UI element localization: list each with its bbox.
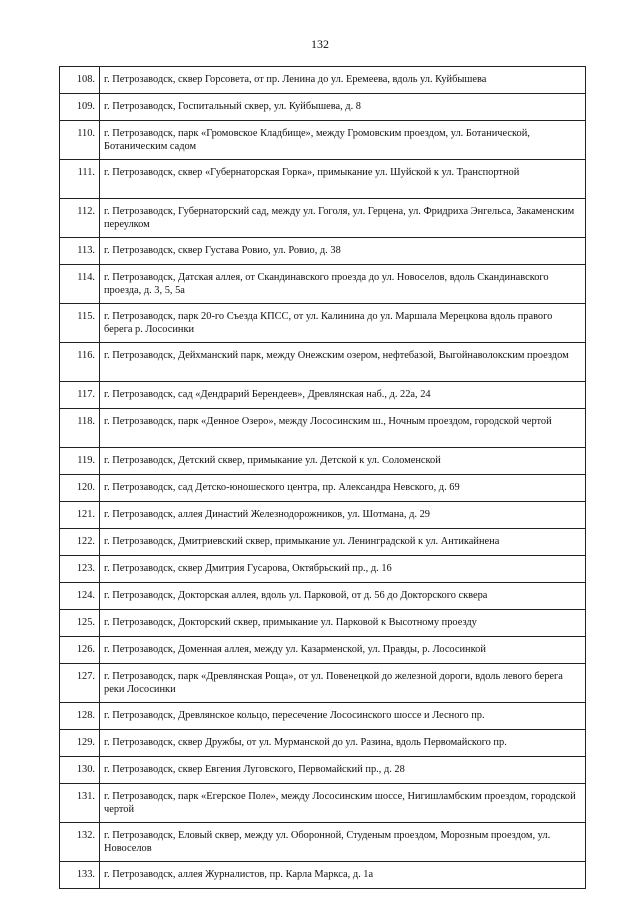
row-text: г. Петрозаводск, парк 20-го Съезда КПСС, от ул. Калинина до ул. Маршала Мерецкова вдоль правого берега р. Лососинки [100, 304, 586, 343]
row-number: 118. [60, 409, 100, 448]
table-row [60, 343, 586, 382]
row-number: 122. [60, 529, 100, 556]
table-row [60, 304, 586, 343]
table-row [60, 610, 586, 637]
row-number: 116. [60, 343, 100, 382]
table-row [60, 637, 586, 664]
table-row [60, 784, 586, 823]
table-row [60, 94, 586, 121]
row-text: г. Петрозаводск, парк «Денное Озеро», между Лососинским ш., Ночным проездом, городской чертой [100, 409, 586, 448]
row-text: г. Петрозаводск, сад «Дендрарий Берендеев», Древлянская наб., д. 22а, 24 [100, 382, 586, 409]
table-row [60, 382, 586, 409]
table-row [60, 703, 586, 730]
row-text: г. Петрозаводск, сквер Дружбы, от ул. Мурманской до ул. Разина, вдоль Первомайского пр. [100, 730, 586, 757]
row-text: г. Петрозаводск, Еловый сквер, между ул. Оборонной, Студеным проездом, Морозным проездом, ул. Новоселов [100, 823, 586, 862]
row-number: 117. [60, 382, 100, 409]
table-row [60, 529, 586, 556]
row-text: г. Петрозаводск, сквер Евгения Луговского, Первомайский пр., д. 28 [100, 757, 586, 784]
table-row [60, 664, 586, 703]
row-text: г. Петрозаводск, Докторская аллея, вдоль ул. Парковой, от д. 56 до Докторского сквера [100, 583, 586, 610]
row-text: г. Петрозаводск, сквер Дмитрия Гусарова, Октябрьский пр., д. 16 [100, 556, 586, 583]
row-number: 119. [60, 448, 100, 475]
row-number: 132. [60, 823, 100, 862]
row-number: 110. [60, 121, 100, 160]
table-row [60, 448, 586, 475]
row-number: 115. [60, 304, 100, 343]
row-text: г. Петрозаводск, Губернаторский сад, между ул. Гоголя, ул. Герцена, ул. Фридриха Энгельса, Закаменским переулком [100, 199, 586, 238]
row-text: г. Петрозаводск, сквер «Губернаторская Горка», примыкание ул. Шуйской к ул. Транспортной [100, 160, 586, 199]
row-text: г. Петрозаводск, аллея Династий Железнодорожников, ул. Шотмана, д. 29 [100, 502, 586, 529]
table-row [60, 502, 586, 529]
row-text: г. Петрозаводск, Древлянское кольцо, пересечение Лососинского шоссе и Лесного пр. [100, 703, 586, 730]
row-number: 114. [60, 265, 100, 304]
table-row [60, 160, 586, 199]
table-row [60, 121, 586, 160]
table-row [60, 409, 586, 448]
row-number: 111. [60, 160, 100, 199]
table-row [60, 556, 586, 583]
row-number: 125. [60, 610, 100, 637]
row-text: г. Петрозаводск, парк «Егерское Поле», между Лососинским шоссе, Нигишламбским проездом, городской чертой [100, 784, 586, 823]
table-row [60, 757, 586, 784]
table-row [60, 730, 586, 757]
row-text: г. Петрозаводск, Дейхманский парк, между Онежским озером, нефтебазой, Выгойнаволокским проездом [100, 343, 586, 382]
table-row [60, 238, 586, 265]
row-text: г. Петрозаводск, сквер Горсовета, от пр. Ленина до ул. Еремеева, вдоль ул. Куйбышева [100, 67, 586, 94]
row-text: г. Петрозаводск, парк «Громовское Кладбище», между Громовским проездом, ул. Ботанической, Ботаническим садом [100, 121, 586, 160]
row-text: г. Петрозаводск, Доменная аллея, между ул. Казарменской, ул. Правды, р. Лососинкой [100, 637, 586, 664]
row-number: 129. [60, 730, 100, 757]
registry-table [59, 66, 586, 889]
row-text: г. Петрозаводск, Дмитриевский сквер, примыкание ул. Ленинградской к ул. Антикайнена [100, 529, 586, 556]
row-number: 112. [60, 199, 100, 238]
row-number: 127. [60, 664, 100, 703]
row-number: 133. [60, 862, 100, 889]
row-number: 128. [60, 703, 100, 730]
row-text: г. Петрозаводск, сквер Густава Ровио, ул. Ровио, д. 38 [100, 238, 586, 265]
table-row [60, 67, 586, 94]
row-text: г. Петрозаводск, парк «Древлянская Роща», от ул. Повенецкой до железной дороги, вдоль левого берега реки Лососинки [100, 664, 586, 703]
row-number: 108. [60, 67, 100, 94]
table-row [60, 583, 586, 610]
table-row [60, 823, 586, 862]
row-number: 113. [60, 238, 100, 265]
row-text: г. Петрозаводск, Докторский сквер, примыкание ул. Парковой к Высотному проезду [100, 610, 586, 637]
row-text: г. Петрозаводск, Детский сквер, примыкание ул. Детской к ул. Соломенской [100, 448, 586, 475]
registry-table-body [60, 67, 586, 889]
row-number: 121. [60, 502, 100, 529]
row-number: 131. [60, 784, 100, 823]
table-row [60, 862, 586, 889]
row-number: 124. [60, 583, 100, 610]
row-number: 120. [60, 475, 100, 502]
row-text: г. Петрозаводск, Госпитальный сквер, ул. Куйбышева, д. 8 [100, 94, 586, 121]
row-number: 130. [60, 757, 100, 784]
row-text: г. Петрозаводск, сад Детско-юношеского центра, пр. Александра Невского, д. 69 [100, 475, 586, 502]
table-row [60, 475, 586, 502]
row-text: г. Петрозаводск, аллея Журналистов, пр. Карла Маркса, д. 1а [100, 862, 586, 889]
row-number: 123. [60, 556, 100, 583]
table-row [60, 199, 586, 238]
page-number: 132 [311, 37, 329, 51]
row-number: 126. [60, 637, 100, 664]
row-text: г. Петрозаводск, Датская аллея, от Скандинавского проезда до ул. Новоселов, вдоль Скандинавского проезда, д. 3, 5, 5а [100, 265, 586, 304]
row-number: 109. [60, 94, 100, 121]
table-row [60, 265, 586, 304]
